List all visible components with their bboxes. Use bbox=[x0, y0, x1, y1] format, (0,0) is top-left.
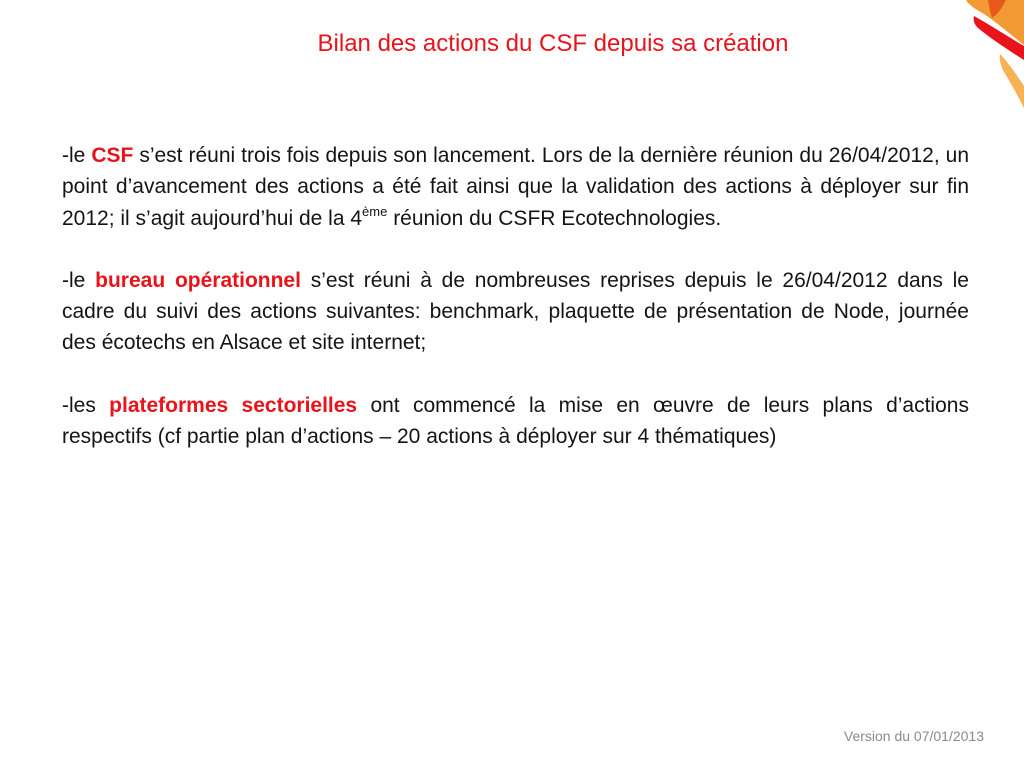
paragraph-text: ont commencé la mise en œuvre de leurs plans d’actions respectifs (cf partie plan d’actions – 20 actions à déployer sur 4 thématiques) bbox=[62, 393, 969, 449]
paragraph-plateformes bbox=[62, 390, 969, 453]
ordinal-superscript: ème bbox=[362, 203, 388, 219]
highlight-csf: CSF bbox=[91, 144, 134, 167]
ribbon-shape-light bbox=[1000, 54, 1024, 108]
paragraph-prefix: -le bbox=[62, 268, 86, 292]
highlight-plateformes: plateformes sectorielles bbox=[109, 393, 358, 417]
paragraph-text: s’est réuni à de nombreuses reprises depuis le 26/04/2012 dans le cadre du suivi des actions suivantes: benchmark, plaquette de présentation de Node, journée des écotechs en Alsace et site internet; bbox=[62, 268, 969, 355]
version-footer: Version du 07/01/2013 bbox=[843, 728, 984, 744]
slide-body bbox=[62, 140, 969, 452]
paragraph-csf bbox=[62, 140, 969, 234]
paragraph-bureau bbox=[62, 265, 969, 359]
highlight-bureau: bureau opérationnel bbox=[95, 268, 301, 292]
paragraph-text-after: réunion du CSFR Ecotechnologies. bbox=[393, 206, 722, 230]
paragraph-prefix: -les bbox=[62, 393, 96, 417]
paragraph-prefix: -le bbox=[62, 144, 86, 167]
slide-title: Bilan des actions du CSF depuis sa création bbox=[317, 30, 789, 57]
paragraph-text: s’est réuni trois fois depuis son lancement. Lors de la dernière réunion du 26/04/2012, un point d’avancement des actions a été fait ainsi que la validation des actions à déployer sur fin 2012; il s’agit aujourd’hui de la 4 bbox=[62, 144, 969, 230]
